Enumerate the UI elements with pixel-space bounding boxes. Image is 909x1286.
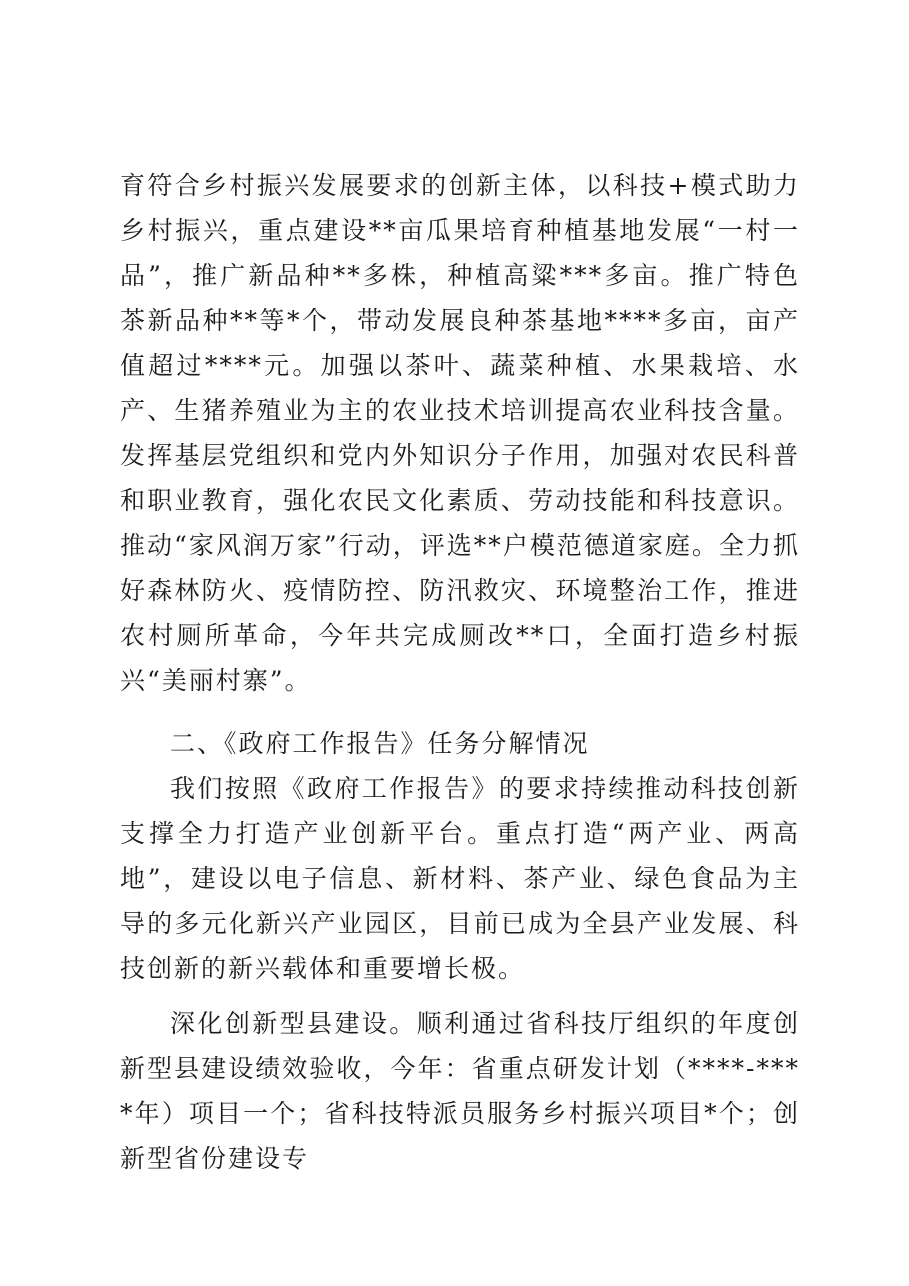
document-body (120, 163, 800, 1181)
paragraph-innovative-county: 深化创新型县建设。顺利通过省科技厅组织的年度创新型县建设绩效验收，今年：省重点研发计划（****-****年）项目一个；省科技特派员服务乡村振兴项目*个；创新型省份建设专 (120, 1009, 800, 1173)
paragraph-rural-revitalization: 育符合乡村振兴发展要求的创新主体，以科技+模式助力乡村振兴，重点建设**亩瓜果培育种植基地发展“一村一品”，推广新品种**多株，种植高粱***多亩。推广特色茶新品种**等*个，带动发展良种茶基地****多亩，亩产值超过****元。加强以茶叶、蔬菜种植、水果栽培、水产、生猪养殖业为主的农业技术培训提高农业科技含量。发挥基层党组织和党内外知识分子作用，加强对农民科普和职业教育，强化农民文化素质、劳动技能和科技意识。推动“家风润万家”行动，评选**户模范德道家庭。全力抓好森林防火、疫情防控、防汛救灾、环境整治工作，推进农村厕所革命，今年共完成厕改**口，全面打造乡村振兴“美丽村寨”。 (120, 171, 800, 695)
paragraph-gap (120, 991, 800, 1001)
section-heading-task-breakdown: 二、《政府工作报告》任务分解情况 (170, 729, 590, 758)
paragraph-innovation-platform: 我们按照《政府工作报告》的要求持续推动科技创新支撑全力打造产业创新平台。重点打造“两产业、两高地”，建设以电子信息、新材料、茶产业、绿色食品为主导的多元化新兴产业园区，目前已成为全县产业发展、科技创新的新兴载体和重要增长极。 (120, 774, 800, 983)
